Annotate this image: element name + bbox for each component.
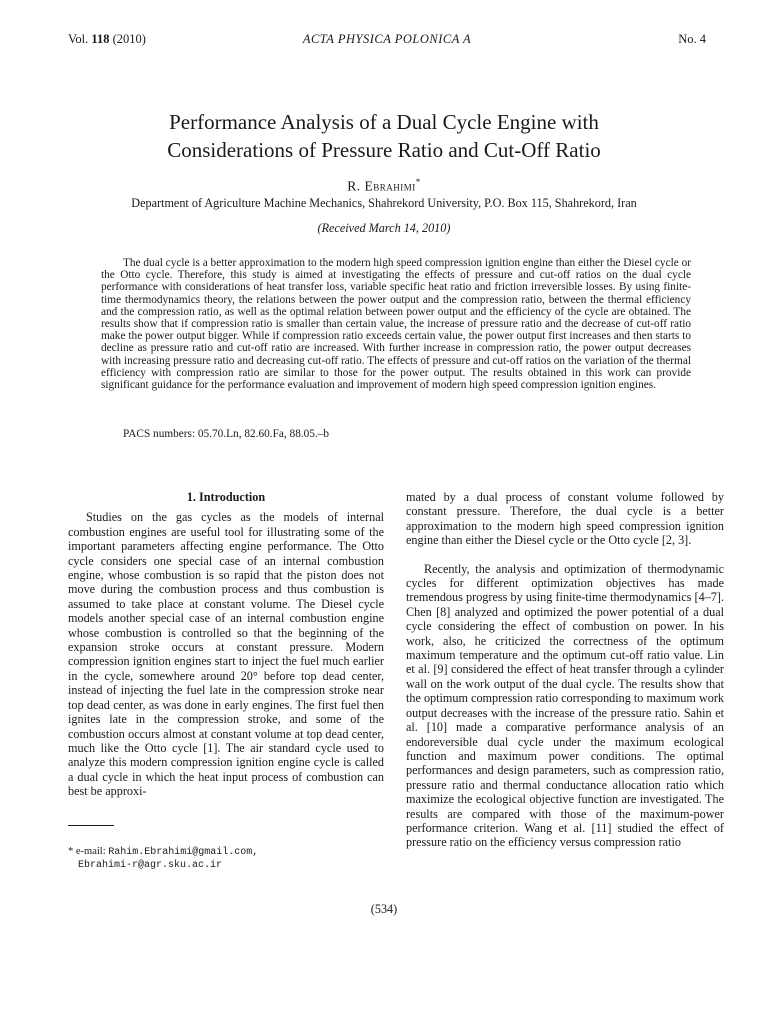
journal-name: ACTA PHYSICA POLONICA A <box>302 32 472 46</box>
intro-paragraph-continued: mated by a dual process of constant volume followed by constant pressure. Therefore, the dual cycle is a better approximation to the modern high speed compression ignition engine than either the Diesel cycle or the Otto cycle [2, 3]. <box>406 490 724 548</box>
right-column <box>406 490 724 850</box>
paper-title <box>60 108 708 164</box>
footnote <box>68 846 258 872</box>
volume-number: 118 <box>91 32 110 46</box>
footnote-mark: * <box>68 846 74 857</box>
author-footnote-mark: * <box>415 177 421 187</box>
abstract-text: The dual cycle is a better approximation to the modern high speed compression ignition engine than either the Diesel cycle or the Otto cycle. Therefore, this study is aimed at investigating the effects of pressure and cut-off ratios on the dual cycle performance with considerations of heat transfer loss, variable specific heat ratio and friction irreversible losses. By using finite-time thermodynamics theory, the relations between the power output and the compression ratio, between the thermal efficiency and the compression ratio, as well as the optimal relation between power output and the efficiency of the cycle are obtained. The results show that if compression ratio is smaller than certain value, the increase of pressure ratio and the decrease of cut-off ratio make the power output bigger. While if compression ratio exceeds certain value, the power output first increases and then starts to decline as pressure ratio and cut-off ratio are increased. With further increase in compression ratio, the power output decreases with increasing pressure ratio and decreasing cut-off ratio. The effects of pressure and cut-off ratios on the variation of the thermal efficiency with compression ratio are similar to those for the power output. The results obtained in this work can provide significant guidance for the performance evaluation and improvement of modern high speed compression ignition engines. <box>101 257 691 392</box>
intro-paragraph-2: Recently, the analysis and optimization of thermodynamic cycles for different optimization objectives has made tremendous progress by using finite-time thermodynamics [4–7]. Chen [8] analyzed and optimized the power potential of a dual cycle considering the effect of combustion on power. In his work, also, he criticized the correctness of the optimum maximum temperature and the optimum cut-off ratio value. Lin et al. [9] considered the effect of heat transfer through a cylinder wall on the work output of the dual cycle. The results show that the optimum compression ratio corresponding to maximum work output decreases with the increase of the pressure ratio. Sahin et al. [10] made a comparative performance analysis of an endoreversible dual cycle under the maximum ecological function and maximum power conditions. The optimal performances and design parameters, such as compression ratio, pressure ratio and thermal conductance allocation ratio which maximize the ecological objective function are investigated. The results are compared with those of the maximum-power performance criterion. Wang et al. [11] studied the effect of pressure ratio on the efficiency versus compression ratio <box>406 561 724 850</box>
footnote-divider <box>68 825 114 826</box>
title-line-2: Considerations of Pressure Ratio and Cut-Off Ratio <box>167 138 601 162</box>
received-date: (Received March 14, 2010) <box>317 221 451 235</box>
footnote-label: e-mail: <box>75 846 106 857</box>
email-2: Ebrahimi-r@agr.sku.ac.ir <box>78 859 223 871</box>
left-column <box>68 490 384 799</box>
author <box>0 177 768 195</box>
email-1: Rahim.Ebrahimi@gmail.com, <box>108 847 259 858</box>
section-heading: 1. Introduction <box>186 490 266 504</box>
volume-year: (2010) <box>112 32 146 46</box>
abstract <box>101 257 691 391</box>
issue-number: No. 4 <box>678 32 706 46</box>
author-name: R. Ebrahimi <box>347 178 416 194</box>
running-header <box>68 32 706 50</box>
affiliation: Department of Agriculture Machine Mechanics, Shahrekord University, P.O. Box 115, Shahrekord, Iran <box>131 196 637 210</box>
intro-paragraph-1: Studies on the gas cycles as the models of internal combustion engines are useful tool for illustrating some of the important parameters affecting engine performance. The Otto cycle considers one special case of an internal combustion engine, whose combustion is so rapid that the piston does not move during the combustion process and thus combustion is assumed to take place at constant volume. The Diesel cycle models another special case of an internal combustion engine whose combustion is controlled so that the beginning of the expansion stroke occurs at constant pressure. Modern compression ignition engines start to inject the fuel much earlier in the cycle, somewhere around 20° before top dead center, instead of injecting the fuel late in the compression stroke near top dead center, as was done in early engines. The first fuel then ignites late in the compression stroke, and some of the combustion occurs almost at constant volume at top dead center, much like the Otto cycle [1]. The air standard cycle used to analyze this modern compression ignition engine cycle is called a dual cycle in which the heat input process of combustion can best be approxi- <box>68 510 384 799</box>
title-line-1: Performance Analysis of a Dual Cycle Engine with <box>169 110 599 134</box>
volume-prefix: Vol. <box>68 32 89 46</box>
pacs-numbers: PACS numbers: 05.70.Ln, 82.60.Fa, 88.05.–b <box>123 428 330 440</box>
page-number: (534) <box>370 902 398 916</box>
